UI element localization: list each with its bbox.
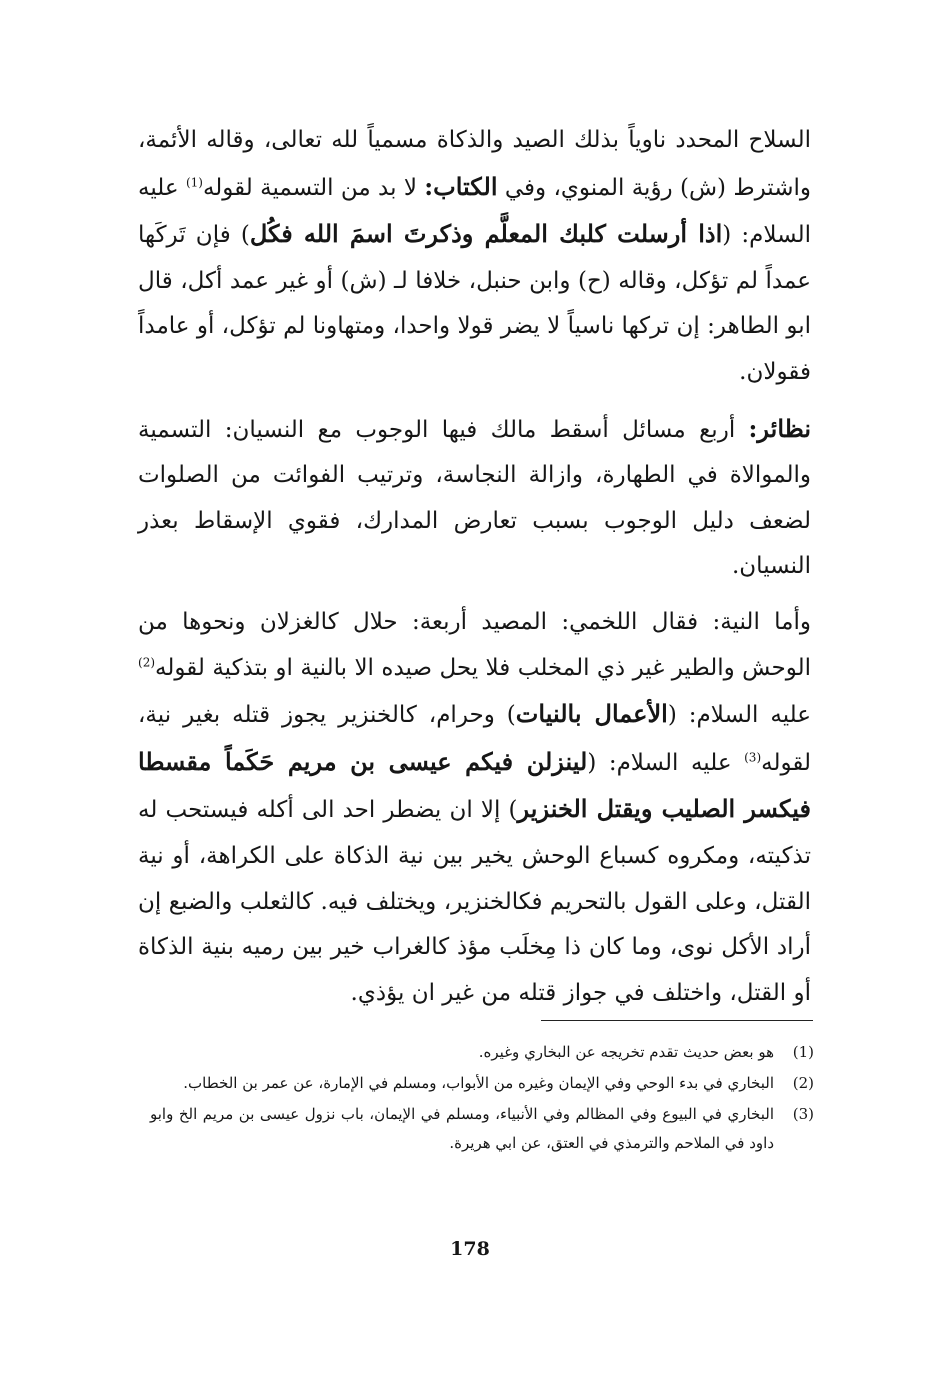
footnote-1: [150, 1038, 814, 1067]
main-text: [138, 118, 811, 1026]
paragraph-3: وأما النية: فقال اللخمي: المصيد أربعة: حلال كالغزلان ونحوها من الوحش والطير غير ذي المخلب فلا يحل صيده الا بالنية او بتذكية لقوله$^{(2)}$ عليه السلام: (الأعمال بالنيات) وحرام، كالخنزير يجوز قتله بغير نية، لقوله$^{(3)}$ عليه السلام: (لينزلن فيكم عيسى بن مريم حَكَماً مقسطا فيكسر الصليب ويقتل الخنزير) إلا ان يضطر احد الى أكله فيستحب له تذكيته، ومكروه كسباع الوحش يخير بين نية الذكاة على الكراهة، أو نية القتل، وعلى القول بالتحريم فكالخنزير، ويختلف فيه. كالثعلب والضبع إن أراد الأكل نوى، وما كان ذا مِخلَب مؤذ كالغراب خير بين رميه بنية الذكاة أو القتل، واختلف في جواز قتله من غير ان يؤذي.: [138, 608, 811, 1006]
footnote-ref-3: (3): [744, 750, 762, 765]
footnote-3: [150, 1100, 814, 1158]
footnote-text: البخاري في البيوع وفي المظالم وفي الأنبياء، ومسلم في الإيمان، باب نزول عيسى بن مريم الخ وابو داود في الملاحم والترمذي في العتق، عن ابي هريرة.: [150, 1105, 774, 1152]
footnote-2: [150, 1069, 814, 1098]
bold-term-nazair: نظائر:: [748, 413, 811, 443]
bold-term-kitab: الكتاب:: [424, 171, 498, 201]
hadith-quote-3: لينزلن فيكم عيسى بن مريم حَكَماً مقسطا فيكسر الصليب ويقتل الخنزير: [138, 746, 811, 824]
footnote-divider: [541, 1020, 813, 1021]
hadith-quote-2: الأعمال بالنيات: [515, 699, 668, 729]
hadith-quote-1: اذا أرسلت كلبك المعلَّم وذكرتَ اسمَ الله فكُل: [249, 219, 723, 249]
paragraph-2: نظائر: أربع مسائل أسقط مالك فيها الوجوب مع النسيان: التسمية والموالاة في الطهارة، وازالة النجاسة، وترتيب الفوائت من الصلوات لضعف دليل الوجوب بسبب تعارض المدارك، فقوي الإسقاط بعذر النسيان.: [138, 413, 811, 580]
footnote-number: (2): [792, 1074, 814, 1092]
footnote-text: البخاري في بدء الوحي وفي الإيمان وغيره من الأبواب، ومسلم في الإمارة، عن عمر بن الخطاب.: [183, 1074, 774, 1092]
footnote-number: (1): [792, 1043, 814, 1061]
paragraph-1: السلاح المحدد ناوياً بذلك الصيد والذكاة مسمياً لله تعالى، وقاله الأئمة، واشترط (ش) رؤية المنوي، وفي الكتاب: لا بد من التسمية لقوله$^{(1)}$ عليه السلام: (اذا أرسلت كلبك المعلَّم وذكرتَ اسمَ الله فكُل) فإن تَركَها عمداً لم تؤكل، وقاله (ح) وابن حنبل، خلافا لـ (ش) أو غير عمد أكل، قال ابو الطاهر: إن تركها ناسياً لا يضر قولا واحدا، ومتهاونا لم تؤكل، أو عامداً فقولان.: [138, 127, 811, 385]
page-number: 178: [450, 1238, 490, 1260]
footnote-number: (3): [792, 1105, 814, 1123]
footnote-ref-2: (2): [138, 654, 156, 669]
footnotes: [150, 1038, 814, 1160]
footnote-text: هو بعض حديث تقدم تخريجه عن البخاري وغيره.: [478, 1043, 774, 1061]
footnote-ref-1: (1): [185, 174, 203, 189]
